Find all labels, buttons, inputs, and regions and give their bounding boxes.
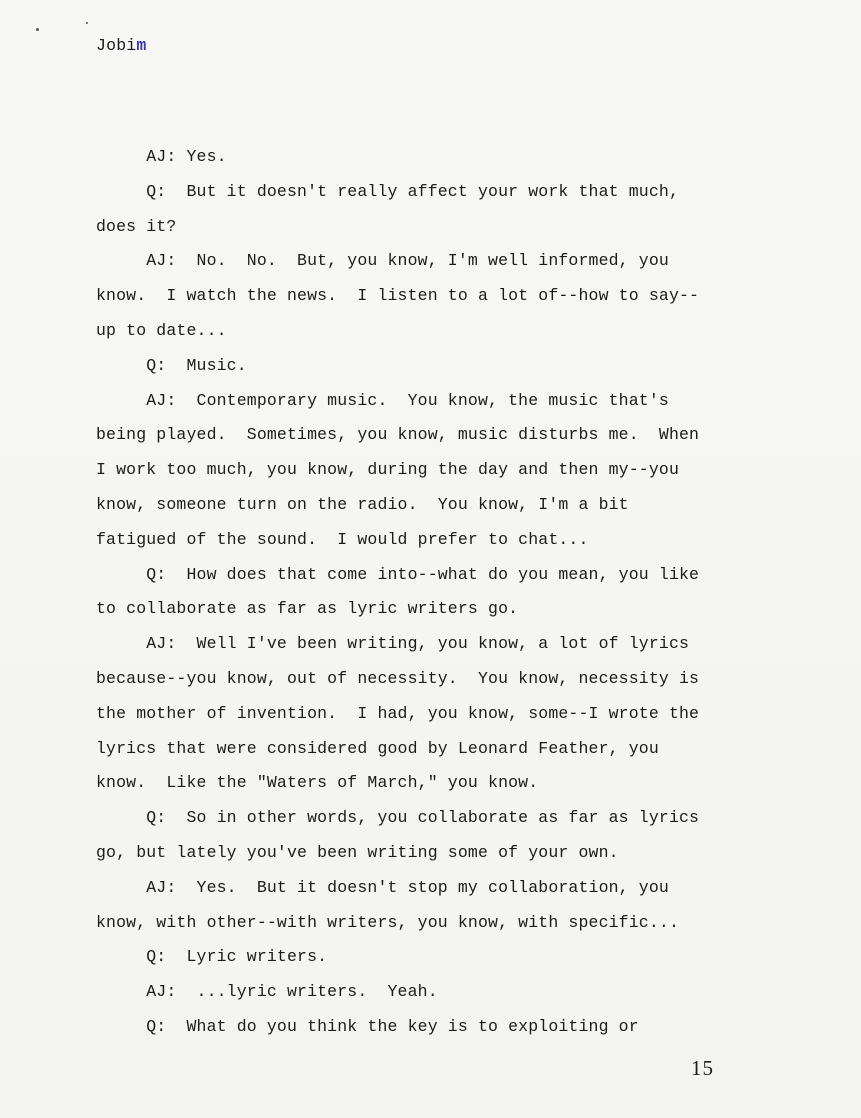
transcript-line: fatigued of the sound. I would prefer to chat... [96, 529, 589, 549]
header-handwritten-correction: m [136, 36, 147, 55]
transcript-line: know, someone turn on the radio. You know, I'm a bit [96, 494, 629, 514]
transcript-line: AJ: Yes. But it doesn't stop my collaboration, you [96, 877, 669, 897]
transcript-line: know, with other--with writers, you know, with specific... [96, 912, 679, 932]
transcript-line: Q: Lyric writers. [96, 947, 328, 967]
transcript-line: lyrics that were considered good by Leonard Feather, you [96, 738, 659, 758]
transcript-line: does it? [96, 216, 177, 236]
paper-speck [86, 22, 88, 24]
transcript-line: to collaborate as far as lyric writers go. [96, 599, 519, 619]
header-name: Jobi [96, 36, 137, 55]
transcript-line: AJ: Yes. [96, 147, 227, 166]
transcript-line: AJ: No. No. But, you know, I'm well informed, you [96, 251, 669, 271]
paper-speck [36, 28, 39, 31]
transcript-line: AJ: Well I've been writing, you know, a lot of lyrics [96, 634, 690, 654]
transcript-line: up to date... [96, 320, 227, 340]
page-number: 15 [691, 1056, 714, 1080]
transcript-line: Q: What do you think the key is to exploiting or [96, 1016, 639, 1036]
transcript-body [96, 140, 716, 1045]
page-header [96, 36, 147, 55]
transcript-line: know. Like the "Waters of March," you know. [96, 773, 539, 793]
transcript-line: Q: How does that come into--what do you mean, you like [96, 564, 700, 584]
transcript-line: because--you know, out of necessity. You know, necessity is [96, 668, 700, 688]
transcript-line: AJ: ...lyric writers. Yeah. [96, 982, 438, 1002]
transcript-line: I work too much, you know, during the day and then my--you [96, 460, 679, 480]
transcript-line: know. I watch the news. I listen to a lot of--how to say-- [96, 286, 700, 306]
transcript-line: go, but lately you've been writing some of your own. [96, 842, 619, 862]
transcript-line: being played. Sometimes, you know, music disturbs me. When [96, 425, 700, 445]
transcript-line: Q: Music. [96, 355, 247, 375]
transcript-line: Q: So in other words, you collaborate as far as lyrics [96, 808, 700, 828]
transcript-line: AJ: Contemporary music. You know, the music that's [96, 390, 669, 410]
transcript-line: the mother of invention. I had, you know, some--I wrote the [96, 703, 700, 723]
transcript-line: Q: But it doesn't really affect your work that much, [96, 181, 679, 201]
